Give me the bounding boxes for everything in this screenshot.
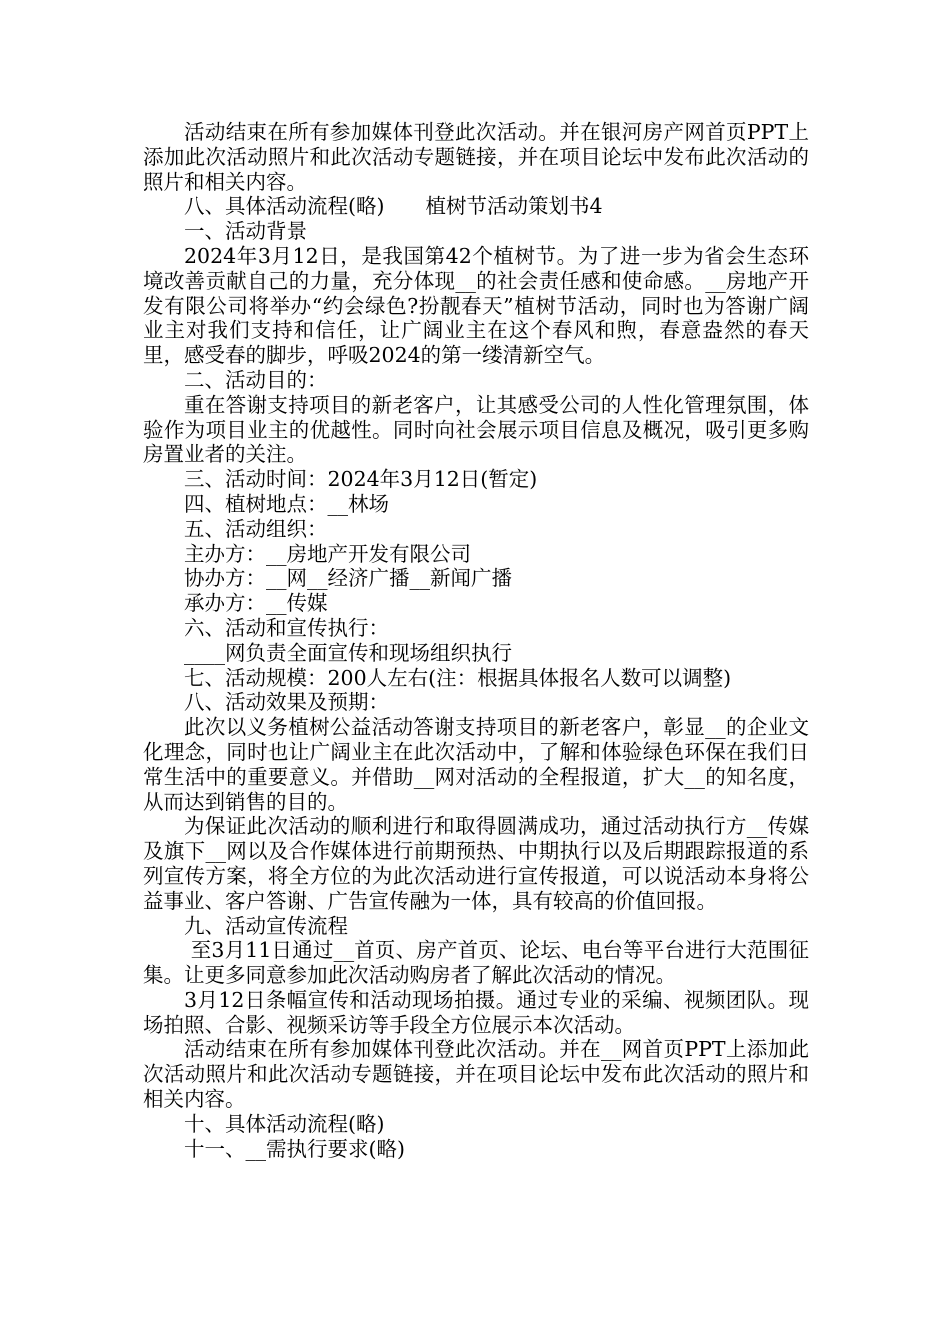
line-organizer: 承办方：__传媒: [184, 591, 328, 616]
line-host: 主办方：__房地产开发有限公司: [184, 541, 471, 566]
line-execution-detail: ____网负责全面宣传和现场组织执行: [184, 640, 512, 665]
heading-expected-effect: 八、活动效果及预期：: [184, 690, 389, 715]
paragraph-media-publication: 活动结束在所有参加媒体刊登此次活动。并在银河房产网首页PPT上添加此次活动照片和此次活动专题链接，并在项目论坛中发布此次活动的照片和相关内容。: [143, 120, 809, 194]
heading-execution: 六、活动和宣传执行：: [184, 615, 389, 640]
paragraph-media-plan: 为保证此次活动的顺利进行和取得圆满成功，通过活动执行方__传媒及旗下__网以及合作媒体进行前期预热、中期执行以及后期跟踪报道的系列宣传方案，将全方位的为此次活动进行宣传报道，可以说活动本身将公益事业、客户答谢、广告宣传融为一体，具有较高的价值回报。: [143, 814, 809, 913]
heading-activity-background: 一、活动背景: [184, 219, 307, 244]
paragraph-purpose: 重在答谢支持项目的新老客户，让其感受公司的人性化管理氛围，体验作为项目业主的优越性。同时向社会展示项目信息及概况，吸引更多购房置业者的关注。: [143, 392, 809, 467]
paragraph-publicity-collection: 至3月11日通过__首页、房产首页、论坛、电台等平台进行大范围征集。让更多同意参加此次活动购房者了解此次活动的情况。: [143, 938, 809, 988]
heading-activity-flow-and-title: 八、具体活动流程(略) 植树节活动策划书4: [184, 194, 603, 219]
paragraph-expected-effect: 此次以义务植树公益活动答谢支持项目的新老客户，彰显__的企业文化理念，同时也让广阔业主在此次活动中，了解和体验绿色环保在我们日常生活中的重要意义。并借助__网对活动的全程报道，扩大__的知名度，从而达到销售的目的。: [143, 715, 809, 814]
paragraph-publicity-banner: 3月12日条幅宣传和活动现场拍摄。通过专业的采编、视频团队。现场拍照、合影、视频采访等手段全方位展示本次活动。: [143, 987, 809, 1037]
line-planting-location: 四、植树地点：__林场: [184, 491, 389, 516]
heading-organization: 五、活动组织：: [184, 516, 328, 541]
line-activity-time: 三、活动时间：2024年3月12日(暂定): [184, 467, 538, 492]
heading-activity-purpose: 二、活动目的：: [184, 367, 328, 392]
heading-publicity-process: 九、活动宣传流程: [184, 913, 348, 938]
paragraph-background: 2024年3月12日，是我国第42个植树节。为了进一步为省会生态环境改善贡献自己的力量，充分体现__的社会责任感和使命感。__房地产开发有限公司将举办“约会绿色?扮靓春天”植树节活动，同时也为答谢广阔业主对我们支持和信任，让广阔业主在这个春风和煦，春意盎然的春天里，感受春的脚步，呼吸2024的第一缕清新空气。: [143, 243, 809, 368]
document-body: [143, 120, 809, 1161]
paragraph-publicity-followup: 活动结束在所有参加媒体刊登此次活动。并在__网首页PPT上添加此次活动照片和此次活动专题链接，并在项目论坛中发布此次活动的照片和相关内容。: [143, 1037, 809, 1112]
heading-detailed-flow: 十、具体活动流程(略): [184, 1111, 385, 1136]
heading-execution-requirements: 十一、__需执行要求(略): [184, 1136, 405, 1161]
line-co-host: 协办方：__网__经济广播__新闻广播: [184, 566, 512, 591]
line-activity-scale: 七、活动规模：200人左右(注：根据具体报名人数可以调整): [184, 665, 732, 690]
